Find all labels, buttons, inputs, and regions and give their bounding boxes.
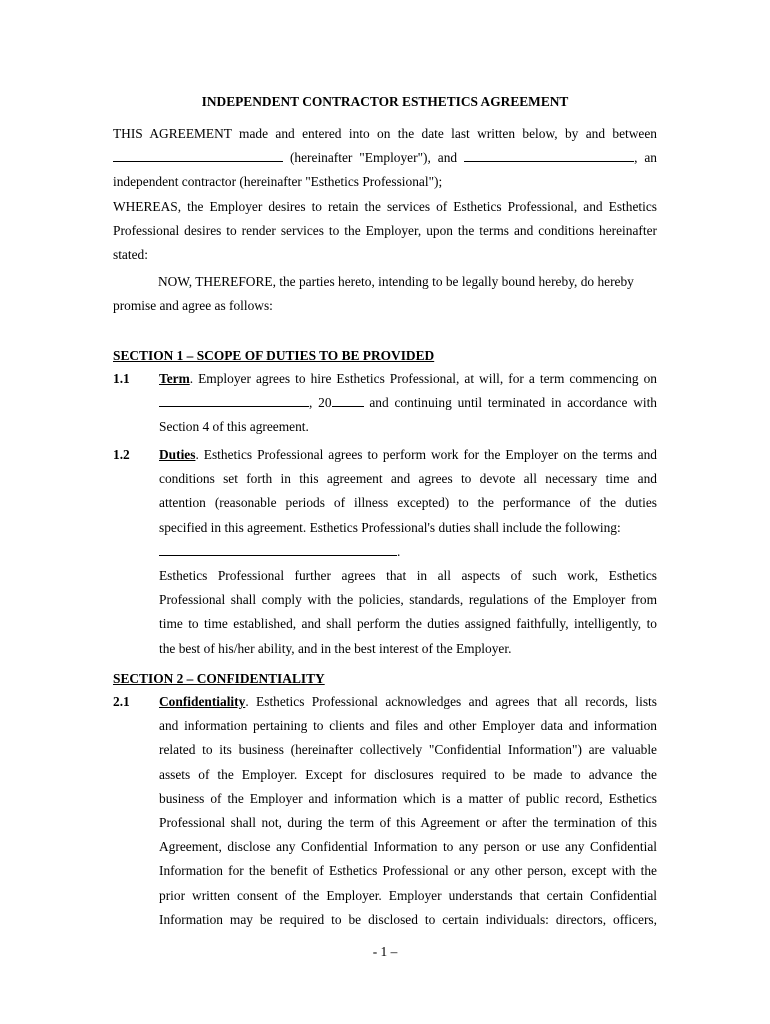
intro-line-3: independent contractor (hereinafter "Esthetics Professional"); xyxy=(113,174,443,190)
duties-label: Duties xyxy=(159,447,196,462)
intro-paragraph xyxy=(113,122,657,195)
conf-line-9: prior written consent of the Employer. Employer understands that certain Confidential xyxy=(159,887,657,903)
term-line-2: , 20 and continuing until terminated in accordance with xyxy=(159,391,657,415)
section-1-1-number: 1.1 xyxy=(113,371,130,386)
duties-line-2: conditions set forth in this agreement and agrees to devote all necessary time and xyxy=(159,471,657,487)
duties-line-7: Professional shall comply with the policies, standards, regulations of the Employer from xyxy=(159,592,657,608)
conf-line-7: Agreement, disclose any Confidential Information to any person or use any Confidential xyxy=(159,839,657,855)
confidentiality-label: Confidentiality xyxy=(159,694,246,709)
duties-blank[interactable] xyxy=(159,543,397,556)
employer-name-blank[interactable] xyxy=(113,149,283,162)
section-1-1-term xyxy=(159,367,657,440)
whereas-line-1: WHEREAS, the Employer desires to retain the services of Esthetics Professional, and Esthetics xyxy=(113,199,657,214)
section-1-heading: SECTION 1 – SCOPE OF DUTIES TO BE PROVIDED xyxy=(113,348,435,363)
whereas-line-3: stated: xyxy=(113,247,148,263)
therefore-line-2: promise and agree as follows: xyxy=(113,298,273,314)
conf-line-1: Confidentiality. Esthetics Professional acknowledges and agrees that all records, lists xyxy=(159,694,657,709)
duties-line-6: Esthetics Professional further agrees that in all aspects of such work, Esthetics xyxy=(159,568,657,584)
contractor-name-blank[interactable] xyxy=(464,149,634,162)
section-2-1-number: 2.1 xyxy=(113,694,130,709)
start-date-blank[interactable] xyxy=(159,394,309,407)
conf-line-5: business of the Employer and information which is a matter of public record, Esthetics xyxy=(159,790,657,806)
conf-line-8: Information for the benefit of Esthetics Professional or any other person, except with the xyxy=(159,863,657,879)
section-2-heading: SECTION 2 – CONFIDENTIALITY xyxy=(113,671,325,686)
conf-line-10: Information may be required to be disclosed to certain individuals: directors, officers, xyxy=(159,911,657,927)
conf-line-3: related to its business (hereinafter collectively "Confidential Information") are valuable xyxy=(159,742,657,758)
therefore-paragraph xyxy=(113,270,657,318)
page-number: - 1 – xyxy=(372,944,398,959)
intro-line-2: (hereinafter "Employer"), and , an xyxy=(113,146,657,170)
duties-line-1: Duties. Esthetics Professional agrees to perform work for the Employer on the terms and xyxy=(159,447,657,462)
duties-line-8: time to time established, and shall perform the duties assigned faithfully, intelligently, to xyxy=(159,616,657,632)
conf-line-4: assets of the Employer. Except for disclosures required to be made to advance the xyxy=(159,766,657,782)
whereas-line-2: Professional desires to render services to the Employer, upon the terms and conditions hereinafter xyxy=(113,223,657,239)
duties-line-4: specified in this agreement. Esthetics Professional's duties shall include the following: xyxy=(159,519,621,535)
duties-line-3: attention (reasonable periods of illness excepted) to the performance of the duties xyxy=(159,495,657,511)
intro-line-1: THIS AGREEMENT made and entered into on the date last written below, by and between xyxy=(113,126,657,141)
section-1-2-number: 1.2 xyxy=(113,447,130,462)
therefore-line-1: NOW, THEREFORE, the parties hereto, intending to be legally bound hereby, do hereby xyxy=(158,274,634,289)
document-title: INDEPENDENT CONTRACTOR ESTHETICS AGREEMENT xyxy=(201,94,569,109)
term-line-3: Section 4 of this agreement. xyxy=(159,419,309,435)
duties-line-9: the best of his/her ability, and in the best interest of the Employer. xyxy=(159,640,512,656)
term-line-1: Term. Employer agrees to hire Esthetics Professional, at will, for a term commencing on xyxy=(159,371,657,386)
duties-line-5: . xyxy=(159,540,657,564)
section-2-1-confidentiality xyxy=(159,690,657,932)
year-blank[interactable] xyxy=(332,394,364,407)
section-1-2-duties xyxy=(159,443,657,661)
conf-line-6: Professional shall not, during the term of this Agreement or after the termination of this xyxy=(159,815,657,831)
conf-line-2: and information pertaining to clients and files and other Employer data and information xyxy=(159,718,657,734)
term-label: Term xyxy=(159,371,190,386)
whereas-paragraph xyxy=(113,195,657,268)
